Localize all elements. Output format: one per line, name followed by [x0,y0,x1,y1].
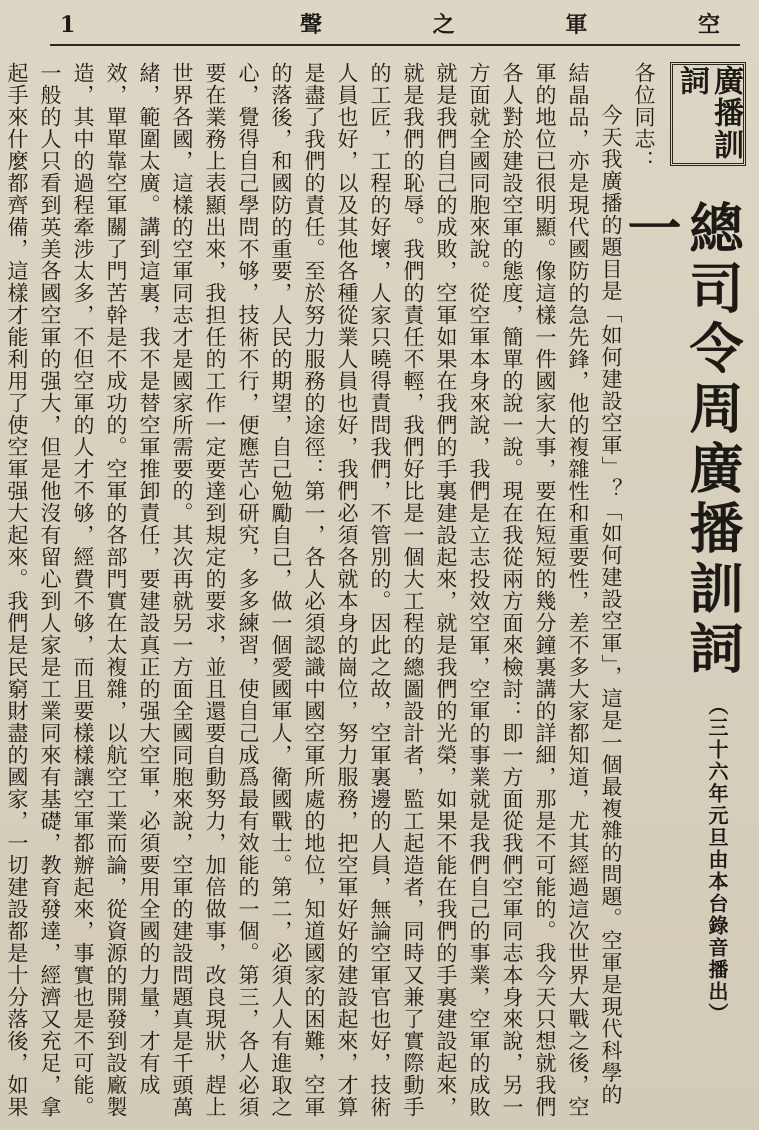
body-paragraph: 今天我廣播的題目是「如何建設空軍」？「如何建設空軍」，這是一個最複雜的問題。空軍是現代科學的結晶品，亦是現代國防的急先鋒，他的複雜性和重要性，差不多大家都知道，尤其經過這次世界大戰之後，空軍的地位已很明顯。像這樣一件國家大事，要在短短的幾分鐘裏講的詳細，那是不可能的。我今天只想就我們各人對於建設空軍的態度，簡單的說一說。現在我從兩方面來檢討：即一方面從我們空軍同志本身來說，另一方面就全國同胞來說。從空軍本身來說，我們是立志投效空軍，空軍的事業就是我們自己的事業，空軍的成敗就是我們自己的成敗，空軍如果在我們的手裏建設起來，就是我們的光榮，如果不能在我們的手裏建設起來，就是我們的恥辱。我們的責任不輕，我們好比是一個大工程的總圖設計者，監工起造者，同時又兼了實際動手的工匠，工程的好壞，人家只曉得責問我們，不管別的。因此之故，空軍裏邊的人員，無論空軍官也好，技術人員也好，以及其他各種從業人員也好，我們必須各就本身的崗位，努力服務，把空軍好好的建設起來，才算是盡了我們的責任。至於努力服務的途徑：第一，各人必須認識中國空軍所處的地位，知道國家的困難，空軍的落後，和國防的重要，人民的期望，自己勉勵自己，做一個愛國軍人，衛國戰士。第二，必須人人有進取之心，覺得自己學問不够，技術不行，便應苦心研究，多多練習，使自己成爲最有效能的一個。第三，各人必須要在業務上表顯出來，我担任的工作一定要達到規定的要求，並且還要自動努力，加倍做事，改良現狀，趕上世界各國，這樣的空軍同志才是國家所需要的。其次再就另一方面全國同胞來說，空軍的建設問題真是千頭萬緒，範圍太廣。講到這裏，我不是替空軍推卸責任，要建設真正的强大空軍，必須要用全國的力量，才有成效，單單靠空軍關了門苦幹是不成功的。空軍的各部門實在太複雜，以航空工業而論，從資源的開發到設廠製造，其中的過程牽涉太多，不但空軍的人才不够，經費不够，而且要樣樣讓空軍都辦起來，事實也是不可能。一般的人只看到英美各國空軍的强大，但是他沒有留心到人家是工業同來有基礎，教育發達，經濟又充足，拿起手來什麼都齊備，這樣才能利用了使空軍强大起來。我們是民窮財盡的國家，一切建設都是十分落後，如果 [5,62,623,1118]
page-number: 1 [60,12,76,38]
article-subtitle: （三十六年元旦由本台錄音播出） [705,695,729,1025]
running-head [300,14,720,36]
broadcast-badge: 廣播訓詞 [670,62,746,166]
header-divider [50,44,740,46]
running-head-char: 空 [697,12,720,38]
article-body [5,62,660,1122]
page-header [0,0,759,48]
running-head-char: 聲 [300,12,323,38]
article-title: 總司令周廣播訓詞一 [619,200,745,680]
running-head-char: 之 [432,12,455,38]
salutation: 各位同志： [632,62,656,172]
running-head-char: 軍 [565,12,588,38]
